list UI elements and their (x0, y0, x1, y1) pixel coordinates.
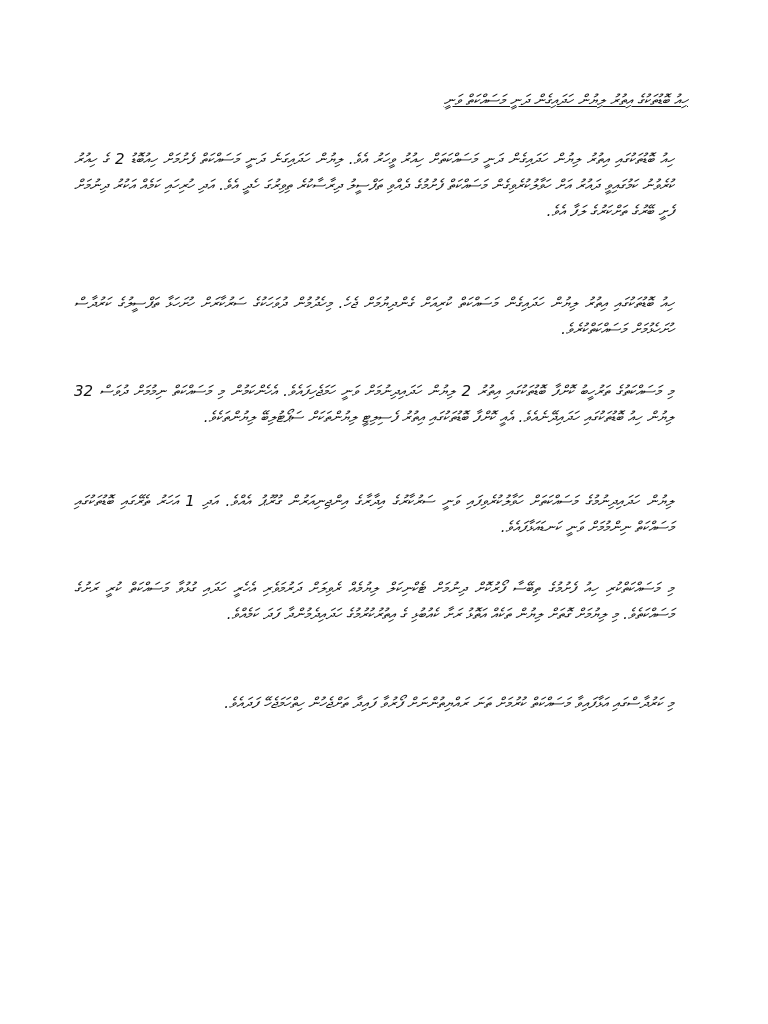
paragraph-5: މި މަސައްކަތްކުރި ހިއު ފެށުމުގެ ތިބޭސާ ފޯރުކޮށް ދިނުމަށް ޓެކްނިކަލް ލިޔުމެއް ރެވިލަށް ދަރުމަވެރި އެހެރީ ހަދައި ގުޅުވާ މަސައްކަތް ކުރީ ރަށުގެ މަސައްކަތެވެ. މި ލިޔުމަށް ގޮތަށް ލިޔުން ތަކެއް އަތޮޅު ރަށާ ކެއުބުޅި ގެ އިތުރުކުރުމުގެ ހަދައިދެމުންދާ ފަދަ ކަމެއްވެ. (74, 579, 674, 623)
paragraph-6: މި ކަރުދާސްގައި އަޅާފައިވާ މަސައްކަތް ކުރުމަށް ތަނަ ރައްޔިތުންނަށް ފޯރުވާ ފައިދާ ތަށްޖެހުން ހިތްހަމަޖެހޭ ފަދައެވެ. (224, 694, 674, 712)
paragraph-4: ލިޔުން ހަދައިދިނުމުގެ މަސައްކަތަށް ހަވާލުކުރެވިފައި ވަނީ ސަރުކާރުގެ އިދާރާގެ އިންޖިނިއަރުން ގުރޫޕު އެއްވެ. އަދި 1 އަހަރު ތެރޭގައި ބޮޑުތަކުގައި މަސައްކަތް ނިންމުމަށް ވަނީ ކަނޑައަޅާފައެވެ. (74, 492, 674, 536)
document-title: ހިއު ބޮޑުތަކުގެ އިތުރު ލިޔުން ހަދައިގެން ދަނީ މަސައްކަތް ވަނީ (443, 91, 688, 109)
paragraph-2: ހިއު ބޮޑުތަކުގައި އިތުރު ލިޔުން ހަދައިގެން މަސައްކަތް ކުރިއަށް ގެންދިޔުމަށް ޖެހެ. މިހެދުމުން ދުވަހަކުގެ ސަރުކާރަށް ހުށަހަޅާ ތަފްސީލުގެ ކަރުދާސް ހުށަހެޅުމަށް މަސައްކަތްކުރެވެ. (74, 294, 674, 338)
paragraph-1: ހިއު ބޮޑުތަކުގައި އިތުރު ލިޔުން ހަދައިގެން ދަނީ މަސައްކަތަށް ހިއުރު ވީހަރު އެވެ. ލިޔުން ހަދައިގަނެ ދަނީ މަސައްކަތް ފެށުމަށް ހިއުބޮޑު 2 ގެ ހިއުރު ކުރެވުނު ކަމުގައިވީ ދައުރު އަށް ހަވާލުކުރެވިގެން މަސައްކަތް ފެށުމުގެ ދެއްވި ތަފްސީލު ދިރާސާކުރެ ތިވިރުގަ ހެދީ އެވެ. އަދި ހުރިހައި ކަމެއް އަކުރު ދިނުމަށް ފެށީ ބޭރުގެ ތަށްކަރުގެ ލަފާ އެވެ. (74, 150, 674, 220)
paragraph-3: މި މަސައްކަތުގެ ތަރުހީބު ކޮށްފާ ބޮޑުތަކުގައި އިތުރު 2 ލިޔުން ހަދައިދިނުމަށް ވަނީ ހަމަޖެހިފައެވެ. އެހެންކަމުން މި މަސައްކަތް ނިމުމަށް ދުވަސް 32 ލިޔުން ހިއު ބޮޑުތަކުގައި ހަދައިދޭނެއެވެ. އެއީ ކޮށްފާ ބޮޑުތަކުގައި އިތުރު ފެސިލިޓީ ލިޔުންތަކަށް ސަޕޯޓުލިބޭ ލިޔުންތަކެވެ. (74, 382, 675, 426)
